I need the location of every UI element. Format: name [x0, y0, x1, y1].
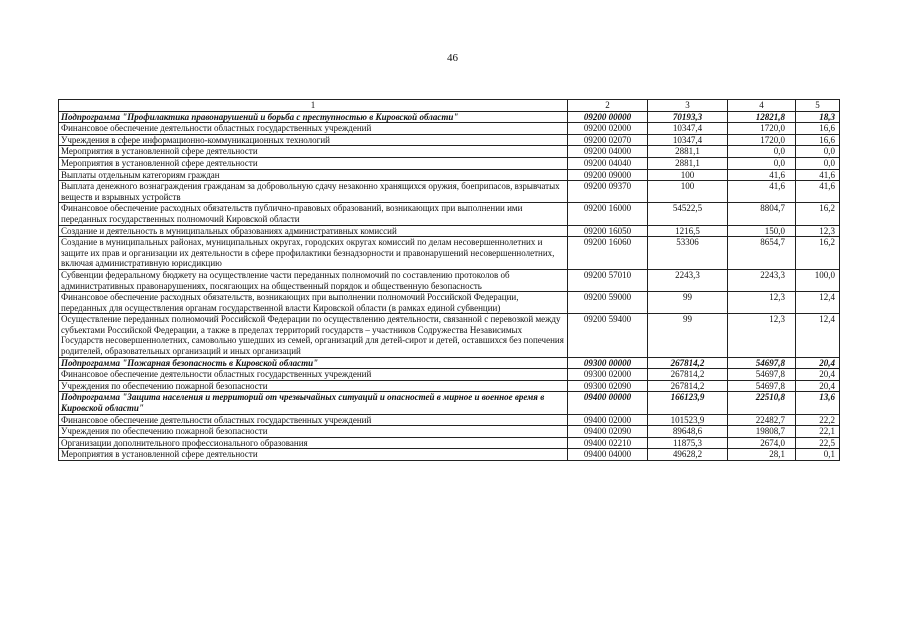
row-value-col5: 100,0 — [796, 269, 840, 291]
row-code: 09400 02210 — [568, 437, 648, 449]
row-value-col4: 1720,0 — [728, 134, 796, 146]
row-name: Мероприятия в установленной сфере деятельности — [59, 146, 568, 158]
row-value-col5: 41,6 — [796, 169, 840, 181]
row-value-col3: 53306 — [648, 237, 728, 270]
table-row — [59, 225, 840, 237]
row-code: 09200 00000 — [568, 111, 648, 123]
row-name: Подпрограмма "Защита населения и территорий от чрезвычайных ситуаций и опасностей в мирное и военное время в Кировской области" — [59, 392, 568, 414]
row-name: Финансовое обеспечение деятельности областных государственных учреждений — [59, 369, 568, 381]
row-value-col5: 0,0 — [796, 146, 840, 158]
table-body — [59, 111, 840, 460]
row-name: Учреждения в сфере информационно-коммуникационных технологий — [59, 134, 568, 146]
column-header-2: 2 — [568, 100, 648, 112]
row-value-col5: 20,4 — [796, 357, 840, 369]
row-value-col5: 22,1 — [796, 426, 840, 438]
row-code: 09200 16050 — [568, 225, 648, 237]
row-value-col5: 13,6 — [796, 392, 840, 414]
row-code: 09200 09000 — [568, 169, 648, 181]
row-value-col3: 100 — [648, 169, 728, 181]
table-row — [59, 380, 840, 392]
row-value-col4: 8654,7 — [728, 237, 796, 270]
subprogram-row — [59, 111, 840, 123]
row-value-col4: 0,0 — [728, 157, 796, 169]
row-value-col5: 20,4 — [796, 380, 840, 392]
row-value-col5: 0,1 — [796, 449, 840, 461]
table-row — [59, 134, 840, 146]
row-value-col4: 12821,8 — [728, 111, 796, 123]
row-value-col3: 267814,2 — [648, 357, 728, 369]
row-value-col4: 12,3 — [728, 292, 796, 314]
row-value-col3: 267814,2 — [648, 380, 728, 392]
row-value-col5: 16,6 — [796, 123, 840, 135]
table-row — [59, 449, 840, 461]
row-value-col3: 99 — [648, 292, 728, 314]
row-code: 09200 59400 — [568, 314, 648, 357]
row-value-col3: 11875,3 — [648, 437, 728, 449]
table-row — [59, 292, 840, 314]
column-header-5: 5 — [796, 100, 840, 112]
table-row — [59, 181, 840, 203]
row-value-col3: 70193,3 — [648, 111, 728, 123]
row-code: 09400 04000 — [568, 449, 648, 461]
row-code: 09200 16060 — [568, 237, 648, 270]
row-code: 09200 59000 — [568, 292, 648, 314]
row-value-col3: 89648,6 — [648, 426, 728, 438]
row-value-col4: 12,3 — [728, 314, 796, 357]
row-name: Мероприятия в установленной сфере деятельности — [59, 449, 568, 461]
row-code: 09300 02000 — [568, 369, 648, 381]
table-row — [59, 269, 840, 291]
row-name: Финансовое обеспечение деятельности областных государственных учреждений — [59, 123, 568, 135]
column-number-row — [59, 100, 840, 112]
row-value-col4: 22510,8 — [728, 392, 796, 414]
row-value-col5: 22,2 — [796, 414, 840, 426]
column-header-4: 4 — [728, 100, 796, 112]
row-code: 09300 00000 — [568, 357, 648, 369]
table-row — [59, 146, 840, 158]
row-value-col3: 10347,4 — [648, 134, 728, 146]
table-row — [59, 426, 840, 438]
row-code: 09300 02090 — [568, 380, 648, 392]
row-name: Осуществление переданных полномочий Российской Федерации по осуществлению деятельности, связанной с перевозкой между субъектами Российской Федерации, а также в пределах территорий государств – участников Содружества Независимых Государств несовершеннолетних, самовольно ушедших из семей, организаций для детей-сирот и детей, оставшихся без попечения родителей, образовательных организаций и иных организаций — [59, 314, 568, 357]
row-name: Учреждения по обеспечению пожарной безопасности — [59, 426, 568, 438]
row-code: 09200 04040 — [568, 157, 648, 169]
row-name: Выплата денежного вознаграждения гражданам за добровольную сдачу незаконно хранящихся оружия, боеприпасов, взрывчатых веществ и взрывных устройств — [59, 181, 568, 203]
table-row — [59, 237, 840, 270]
column-header-3: 3 — [648, 100, 728, 112]
row-value-col3: 1216,5 — [648, 225, 728, 237]
row-value-col4: 0,0 — [728, 146, 796, 158]
table-row — [59, 369, 840, 381]
row-value-col4: 19808,7 — [728, 426, 796, 438]
row-name: Финансовое обеспечение расходных обязательств, возникающих при выполнении полномочий Российской Федерации, переданных для осуществления органам государственной власти Кировской области (в рамках единой субвенции) — [59, 292, 568, 314]
row-value-col5: 18,3 — [796, 111, 840, 123]
row-value-col5: 22,5 — [796, 437, 840, 449]
row-name: Организации дополнительного профессионального образования — [59, 437, 568, 449]
subprogram-row — [59, 357, 840, 369]
row-value-col5: 16,2 — [796, 237, 840, 270]
row-value-col3: 100 — [648, 181, 728, 203]
row-value-col3: 2243,3 — [648, 269, 728, 291]
table-row — [59, 414, 840, 426]
row-code: 09400 00000 — [568, 392, 648, 414]
row-name: Создание в муниципальных районах, муниципальных округах, городских округах комиссий по делам несовершеннолетних и защите их прав и организации их деятельности в сфере профилактики безнадзорности и правонарушений несовершеннолетних, включая административную юрисдикцию — [59, 237, 568, 270]
row-value-col4: 8804,7 — [728, 203, 796, 225]
row-value-col3: 2881,1 — [648, 157, 728, 169]
row-value-col5: 0,0 — [796, 157, 840, 169]
row-code: 09200 04000 — [568, 146, 648, 158]
column-header-1: 1 — [59, 100, 568, 112]
row-value-col4: 41,6 — [728, 169, 796, 181]
table-row — [59, 169, 840, 181]
row-value-col5: 41,6 — [796, 181, 840, 203]
row-name: Учреждения по обеспечению пожарной безопасности — [59, 380, 568, 392]
row-value-col3: 49628,2 — [648, 449, 728, 461]
row-value-col3: 54522,5 — [648, 203, 728, 225]
row-value-col4: 2243,3 — [728, 269, 796, 291]
table-row — [59, 203, 840, 225]
row-name: Мероприятия в установленной сфере деятельности — [59, 157, 568, 169]
row-name: Подпрограмма "Пожарная безопасность в Кировской области" — [59, 357, 568, 369]
row-value-col4: 54697,8 — [728, 369, 796, 381]
row-name: Субвенции федеральному бюджету на осуществление части переданных полномочий по составлению протоколов об административных правонарушениях, посягающих на общественный порядок и общественную безопасность — [59, 269, 568, 291]
page-number: 46 — [447, 52, 458, 64]
row-value-col4: 22482,7 — [728, 414, 796, 426]
row-value-col3: 101523,9 — [648, 414, 728, 426]
row-value-col3: 2881,1 — [648, 146, 728, 158]
row-name: Выплаты отдельным категориям граждан — [59, 169, 568, 181]
row-name: Финансовое обеспечение расходных обязательств публично-правовых образований, возникающих при выполнении ими переданных государственных полномочий Кировской области — [59, 203, 568, 225]
table-row — [59, 437, 840, 449]
row-value-col5: 16,2 — [796, 203, 840, 225]
row-code: 09200 09370 — [568, 181, 648, 203]
row-value-col3: 166123,9 — [648, 392, 728, 414]
table-row — [59, 157, 840, 169]
table-row — [59, 314, 840, 357]
row-value-col4: 2674,0 — [728, 437, 796, 449]
row-value-col5: 12,4 — [796, 314, 840, 357]
row-value-col4: 54697,8 — [728, 357, 796, 369]
row-value-col4: 54697,8 — [728, 380, 796, 392]
row-code: 09200 02070 — [568, 134, 648, 146]
row-code: 09200 57010 — [568, 269, 648, 291]
row-value-col4: 28,1 — [728, 449, 796, 461]
table-row — [59, 123, 840, 135]
row-value-col3: 267814,2 — [648, 369, 728, 381]
row-value-col5: 12,4 — [796, 292, 840, 314]
budget-table — [58, 99, 840, 461]
row-value-col5: 12,3 — [796, 225, 840, 237]
row-name: Подпрограмма "Профилактика правонарушений и борьба с преступностью в Кировской области" — [59, 111, 568, 123]
row-code: 09200 02000 — [568, 123, 648, 135]
row-code: 09400 02000 — [568, 414, 648, 426]
row-name: Создание и деятельность в муниципальных образованиях административных комиссий — [59, 225, 568, 237]
subprogram-row — [59, 392, 840, 414]
row-value-col3: 10347,4 — [648, 123, 728, 135]
row-value-col4: 150,0 — [728, 225, 796, 237]
row-value-col4: 1720,0 — [728, 123, 796, 135]
row-name: Финансовое обеспечение деятельности областных государственных учреждений — [59, 414, 568, 426]
row-code: 09200 16000 — [568, 203, 648, 225]
row-value-col4: 41,6 — [728, 181, 796, 203]
row-value-col5: 20,4 — [796, 369, 840, 381]
row-value-col5: 16,6 — [796, 134, 840, 146]
row-code: 09400 02090 — [568, 426, 648, 438]
row-value-col3: 99 — [648, 314, 728, 357]
